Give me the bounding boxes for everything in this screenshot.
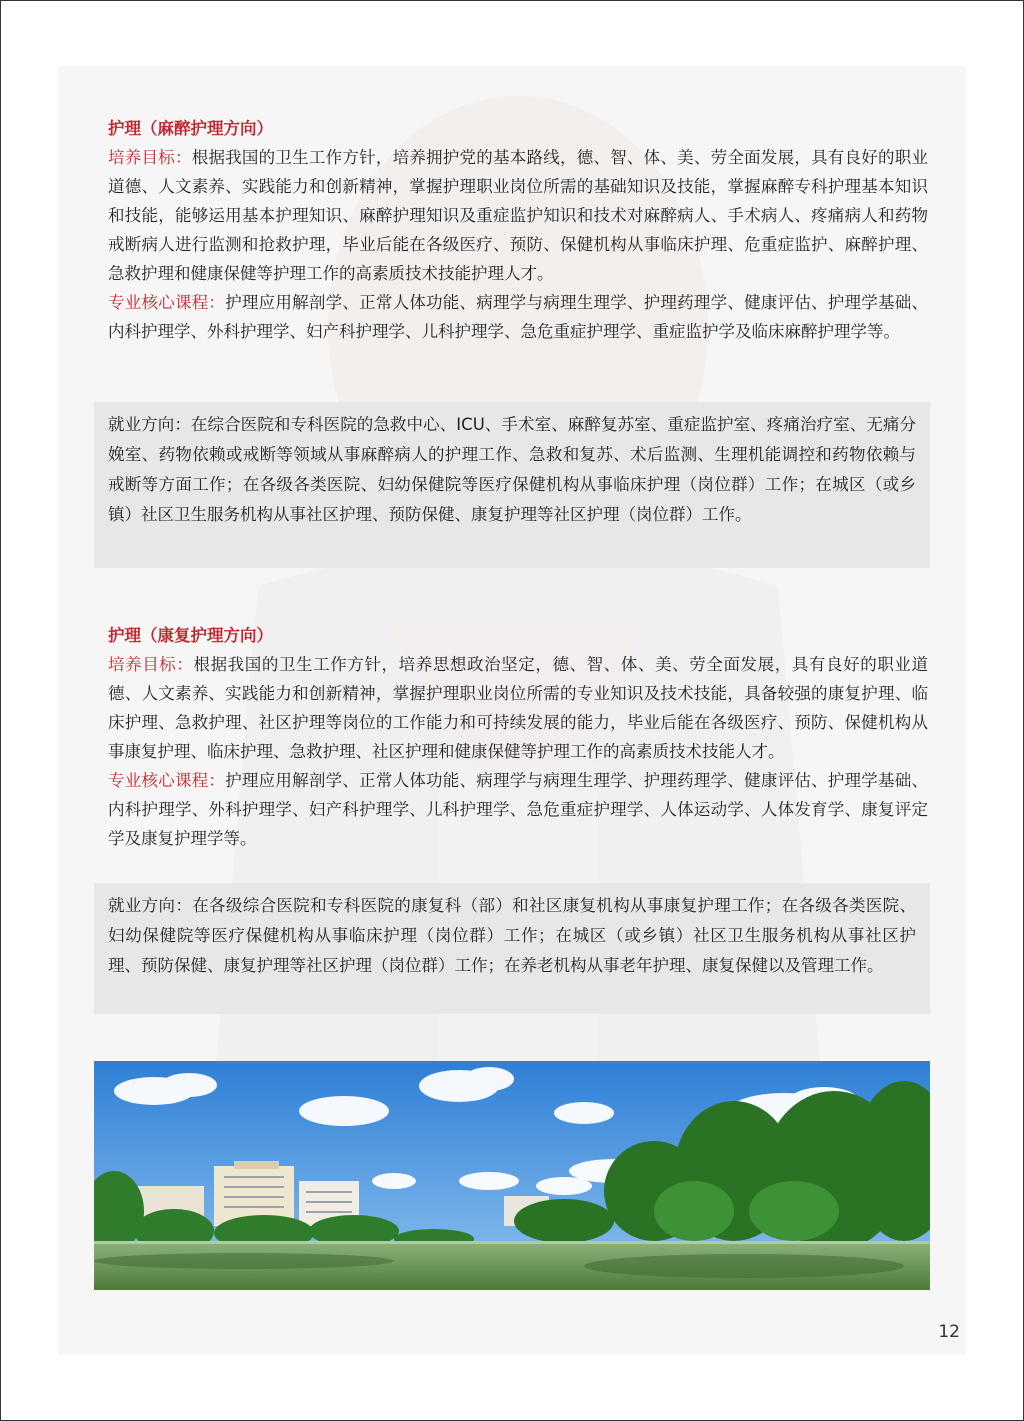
training-goal-paragraph (108, 143, 928, 288)
training-goal-label: 培养目标： (108, 148, 192, 167)
core-course-text: 护理应用解剖学、正常人体功能、病理学与病理生理学、护理药理学、健康评估、护理学基础、内科护理学、外科护理学、妇产科护理学、儿科护理学、急危重症护理学、人体运动学、人体发育学、康复评定学及康复护理学等。 (108, 771, 929, 848)
campus-lake-illustration (94, 1061, 930, 1290)
career-direction-box (94, 883, 930, 1014)
campus-lake-photo (94, 1061, 930, 1290)
core-course-text: 护理应用解剖学、正常人体功能、病理学与病理生理学、护理药理学、健康评估、护理学基础、内科护理学、外科护理学、妇产科护理学、儿科护理学、急危重症护理学、重症监护学及临床麻醉护理学等。 (108, 293, 929, 341)
training-goal-text: 根据我国的卫生工作方针，培养拥护党的基本路线，德、智、体、美、劳全面发展，具有良好的职业道德、人文素养、实践能力和创新精神，掌握护理职业岗位所需的基础知识及技能，掌握麻醉专科护理基本知识和技能，能够运用基本护理知识、麻醉护理知识及重症监护知识和技术对麻醉病人、手术病人、疼痛病人和药物戒断病人进行监测和抢救护理，毕业后能在各级医疗、预防、保健机构从事临床护理、危重症监护、麻醉护理、急救护理和健康保健等护理工作的高素质技术技能护理人才。 (108, 148, 929, 283)
training-goal-text: 根据我国的卫生工作方针，培养思想政治坚定，德、智、体、美、劳全面发展，具有良好的职业道德、人文素养、实践能力和创新精神，掌握护理职业岗位所需的专业知识及技术技能，具备较强的康复护理、临床护理、急救护理、社区护理等岗位的工作能力和可持续发展的能力，毕业后能在各级医疗、预防、保健机构从事康复护理、临床护理、急救护理、社区护理和健康保健等护理工作的高素质技术技能人才。 (108, 655, 929, 761)
section-title: 护理（麻醉护理方向） (108, 119, 273, 138)
training-goal-paragraph (108, 650, 928, 766)
section-anesthesia-nursing (108, 114, 928, 346)
core-course-paragraph (108, 766, 928, 853)
training-goal-label: 培养目标： (108, 655, 194, 674)
core-course-paragraph (108, 288, 928, 346)
page-number: 12 (938, 1322, 960, 1342)
career-direction-text: 就业方向：在各级综合医院和专科医院的康复科（部）和社区康复机构从事康复护理工作；在各级各类医院、妇幼保健院等医疗保健机构从事临床护理（岗位群）工作；在城区（或乡镇）社区卫生服务机构从事社区护理、预防保健、康复护理等社区护理（岗位群）工作；在养老机构从事老年护理、康复保健以及管理工作。 (108, 896, 916, 975)
section-rehabilitation-nursing (108, 621, 928, 853)
core-course-label: 专业核心课程： (108, 771, 226, 790)
career-direction-text: 就业方向：在综合医院和专科医院的急救中心、ICU、手术室、麻醉复苏室、重症监护室、疼痛治疗室、无痛分娩室、药物依赖或戒断等领域从事麻醉病人的护理工作、急救和复苏、术后监测、生理机能调控和药物依赖与戒断等方面工作；在各级各类医院、妇幼保健院等医疗保健机构从事临床护理（岗位群）工作；在城区（或乡镇）社区卫生服务机构从事社区护理、预防保健、康复护理等社区护理（岗位群）工作。 (108, 415, 916, 524)
core-course-label: 专业核心课程： (108, 293, 226, 312)
career-direction-box (94, 402, 930, 568)
section-title: 护理（康复护理方向） (108, 626, 273, 645)
